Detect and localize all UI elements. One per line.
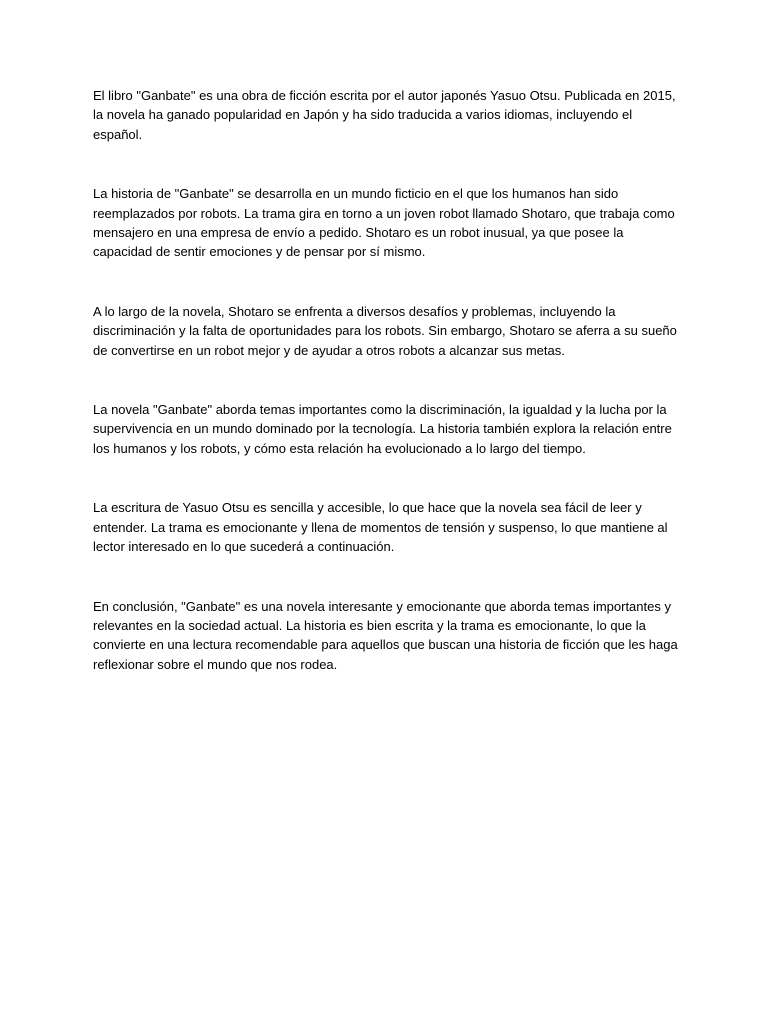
paragraph-conclusion: En conclusión, "Ganbate" es una novela interesante y emocionante que aborda temas importantes y relevantes en la sociedad actual. La historia es bien escrita y la trama es emocionante, lo que la convierte en una lectura recomendable para aquellos que buscan una historia de ficción que les haga reflexionar sobre el mundo que nos rodea. [93, 598, 678, 672]
document-body [93, 86, 683, 714]
paragraph-themes: La novela "Ganbate" aborda temas importantes como la discriminación, la igualdad y la lucha por la supervivencia en un mundo dominado por la tecnología. La historia también explora la relación entre los humanos y los robots, y cómo esta relación ha evolucionado a lo largo del tiempo. [93, 402, 672, 456]
paragraph-challenges: A lo largo de la novela, Shotaro se enfrenta a diversos desafíos y problemas, incluyendo la discriminación y la falta de oportunidades para los robots. Sin embargo, Shotaro se aferra a su sueño de convertirse en un robot mejor y de ayudar a otros robots a alcanzar sus metas. [93, 303, 677, 358]
paragraph-story: La historia de "Ganbate" se desarrolla en un mundo ficticio en el que los humanos han sido reemplazados por robots. La trama gira en torno a un joven robot llamado Shotaro, que trabaja como mensajero en una empresa de envío a pedido. Shotaro es un robot inusual, ya que posee la capacidad de sentir emociones y de pensar por sí mismo. [93, 186, 675, 260]
paragraph-intro: El libro "Ganbate" es una obra de ficción escrita por el autor japonés Yasuo Otsu. Publicada en 2015, la novela ha ganado popularidad en Japón y ha sido traducida a varios idiomas, incluyendo el español. [93, 88, 676, 142]
paragraph-writing-style: La escritura de Yasuo Otsu es sencilla y accesible, lo que hace que la novela sea fácil de leer y entender. La trama es emocionante y llena de momentos de tensión y suspenso, lo que mantiene al lector interesado en lo que sucederá a continuación. [93, 500, 668, 555]
